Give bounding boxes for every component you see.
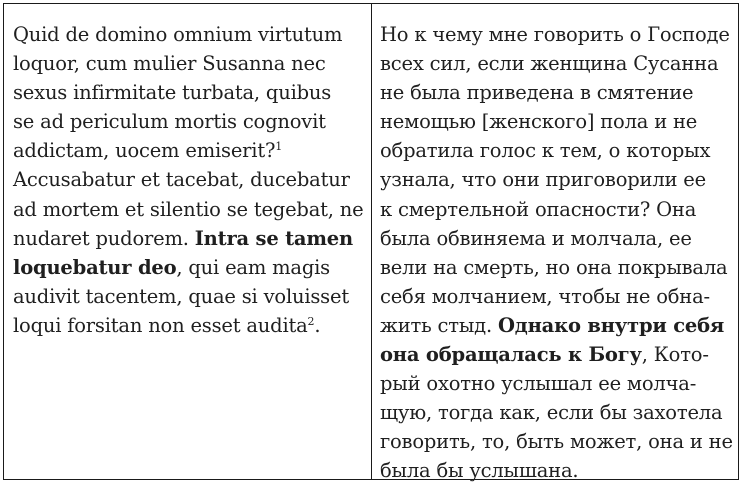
text-segment: se ad periculum mortis cognovit (13, 110, 326, 134)
latin-text-line (13, 49, 367, 78)
text-segment: жить стыд. (380, 313, 498, 337)
bold-text: loquebatur deo (13, 255, 177, 279)
text-segment: не была приведена в смятение (380, 81, 694, 105)
russian-text-line (380, 398, 734, 427)
latin-text-line (13, 311, 367, 340)
russian-text-line (380, 165, 734, 194)
russian-text-line (380, 340, 734, 369)
text-segment: nudaret pudorem. (13, 226, 195, 250)
text-segment: обратила голос к тем, о которых (380, 139, 711, 163)
text-segment: . (314, 313, 321, 337)
parallel-text-table (3, 3, 739, 483)
text-segment: себя молчанием, чтобы не обна- (380, 284, 710, 308)
text-segment: была бы услышана. (380, 459, 579, 483)
russian-text-line (380, 311, 734, 340)
russian-text-line (380, 136, 734, 165)
bold-text: она обращалась к Богу (380, 343, 642, 367)
text-segment: Но к чему мне говорить о Господе (380, 23, 730, 46)
latin-text-line (13, 78, 367, 107)
latin-text-line (13, 20, 367, 49)
russian-text-line (380, 456, 734, 485)
russian-text-line (380, 224, 734, 253)
russian-text-line (380, 282, 734, 311)
text-segment: audivit tacentem, quae si voluisset (13, 284, 349, 308)
russian-text-line (380, 107, 734, 136)
text-segment: loqui forsitan non esset audita (13, 313, 308, 337)
russian-text-line (380, 49, 734, 78)
footnote-marker: 1 (275, 140, 283, 154)
text-segment: щую, тогда как, если бы захотела (380, 401, 723, 425)
text-segment: вели на смерть, но она покрывала (380, 255, 728, 279)
russian-text-line (380, 20, 734, 49)
bold-text: Однако внутри себя (497, 313, 725, 337)
latin-text-line (13, 282, 367, 311)
text-segment: ad mortem et silentio se tegebat, ne (13, 197, 364, 221)
latin-text-line (13, 165, 367, 194)
text-segment: , Кото- (641, 343, 709, 367)
text-segment: sexus infirmitate turbata, quibus (13, 81, 332, 105)
text-segment: узнала, что они приговорили ее (380, 168, 706, 192)
russian-text-line (380, 253, 734, 282)
russian-text-line (380, 78, 734, 107)
latin-text-line (13, 195, 367, 224)
russian-text-line (380, 369, 734, 398)
text-segment: к смертельной опасности? Она (380, 197, 697, 221)
latin-column (4, 4, 372, 479)
text-segment: была обвиняема и молчала, ее (380, 226, 692, 250)
text-segment: рый охотно услышал ее молча- (380, 372, 697, 396)
bold-text: Intra se tamen (194, 226, 353, 250)
latin-text-line (13, 224, 367, 253)
latin-text-line (13, 107, 367, 136)
russian-text-line (380, 195, 734, 224)
latin-text-line (13, 253, 367, 282)
text-segment: говорить, то, быть может, она и не (380, 430, 733, 454)
text-segment: немощью [женского] пола и не (380, 110, 698, 134)
text-segment: addictam, uocem emiserit? (13, 139, 276, 163)
latin-text-line (13, 136, 367, 165)
russian-text-line (380, 427, 734, 456)
footnote-marker: 2 (307, 314, 315, 328)
text-segment: Quid de domino omnium virtutum (13, 23, 343, 46)
text-segment: , qui eam magis (176, 255, 330, 279)
text-segment: Accusabatur et tacebat, ducebatur (13, 168, 350, 192)
text-segment: всех сил, если женщина Сусанна (380, 52, 719, 76)
russian-column (372, 4, 738, 483)
text-segment: loquor, cum mulier Susanna nec (13, 52, 326, 76)
